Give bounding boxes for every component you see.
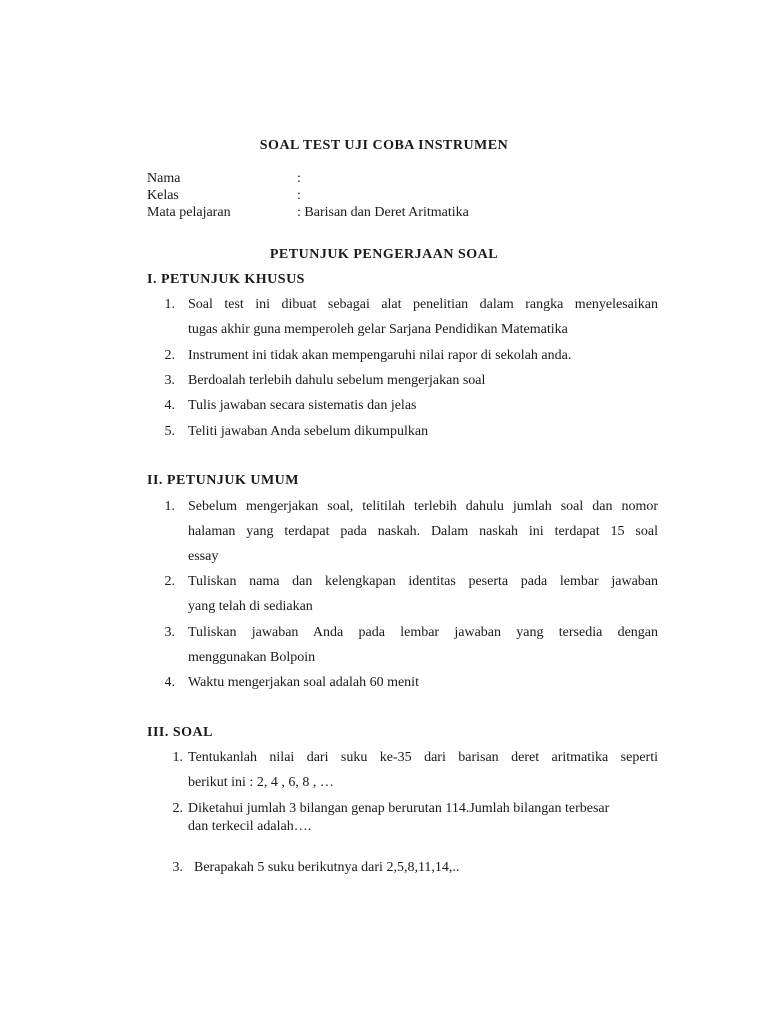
s1-item3-text: Berdoalah terlebih dahulu sebelum mengerjakan soal — [188, 373, 486, 388]
s2-item2-line1: Tuliskan nama dan kelengkapan identitas peserta pada lembar jawaban — [188, 574, 658, 589]
section1-heading: I. PETUNJUK KHUSUS — [147, 272, 305, 287]
kelas-colon: : — [297, 188, 301, 203]
s3-item1-num: 1. — [172, 750, 183, 765]
section3-heading: III. SOAL — [147, 725, 213, 740]
s1-item1-line2: tugas akhir guna memperoleh gelar Sarjana Pendidikan Matematika — [188, 322, 568, 337]
s2-item4-num: 4. — [164, 675, 175, 690]
kelas-label: Kelas — [147, 188, 179, 203]
s1-item1-line1: Soal test ini dibuat sebagai alat penelitian dalam rangka menyelesaikan — [188, 297, 658, 312]
s3-item2-line2: dan terkecil adalah…. — [188, 819, 312, 834]
s1-item2-num: 2. — [164, 348, 175, 363]
s2-item1-line2: halaman yang terdapat pada naskah. Dalam naskah ini terdapat 15 soal — [188, 524, 658, 539]
s3-item2-num: 2. — [172, 801, 183, 816]
s2-item2-num: 2. — [164, 574, 175, 589]
mapel-label: Mata pelajaran — [147, 205, 231, 220]
s3-item1-line2: berikut ini : 2, 4 , 6, 8 , … — [188, 775, 334, 790]
s1-item1-num: 1. — [164, 297, 175, 312]
nama-label: Nama — [147, 171, 181, 186]
s1-item2-text: Instrument ini tidak akan mempengaruhi nilai rapor di sekolah anda. — [188, 348, 572, 363]
s1-item4-num: 4. — [164, 398, 175, 413]
instructions-title: PETUNJUK PENGERJAAN SOAL — [269, 247, 499, 262]
mapel-value: : Barisan dan Deret Aritmatika — [297, 205, 469, 220]
s2-item1-num: 1. — [164, 499, 175, 514]
s1-item3-num: 3. — [164, 373, 175, 388]
s3-item1-line1: Tentukanlah nilai dari suku ke-35 dari barisan deret aritmatika seperti — [188, 750, 658, 765]
section2-heading: II. PETUNJUK UMUM — [147, 473, 299, 488]
s1-item5-num: 5. — [164, 424, 175, 439]
s2-item1-line3: essay — [188, 549, 219, 564]
s2-item1-line1: Sebelum mengerjakan soal, telitilah terlebih dahulu jumlah soal dan nomor — [188, 499, 658, 514]
s3-item3-text: Berapakah 5 suku berikutnya dari 2,5,8,11,14,.. — [194, 860, 460, 875]
s2-item4-text: Waktu mengerjakan soal adalah 60 menit — [188, 675, 419, 690]
s3-item3-num: 3. — [172, 860, 183, 875]
s2-item3-line2: menggunakan Bolpoin — [188, 650, 316, 665]
nama-colon: : — [297, 171, 301, 186]
s2-item2-line2: yang telah di sediakan — [188, 599, 313, 614]
s1-item5-text: Teliti jawaban Anda sebelum dikumpulkan — [188, 424, 429, 439]
s2-item3-num: 3. — [164, 625, 175, 640]
s1-item4-text: Tulis jawaban secara sistematis dan jelas — [188, 398, 417, 413]
s2-item3-line1: Tuliskan jawaban Anda pada lembar jawaban yang tersedia dengan — [188, 625, 658, 640]
document-title: SOAL TEST UJI COBA INSTRUMEN — [259, 138, 509, 153]
s3-item2-line1: Diketahui jumlah 3 bilangan genap berurutan 114.Jumlah bilangan terbesar — [188, 801, 610, 816]
